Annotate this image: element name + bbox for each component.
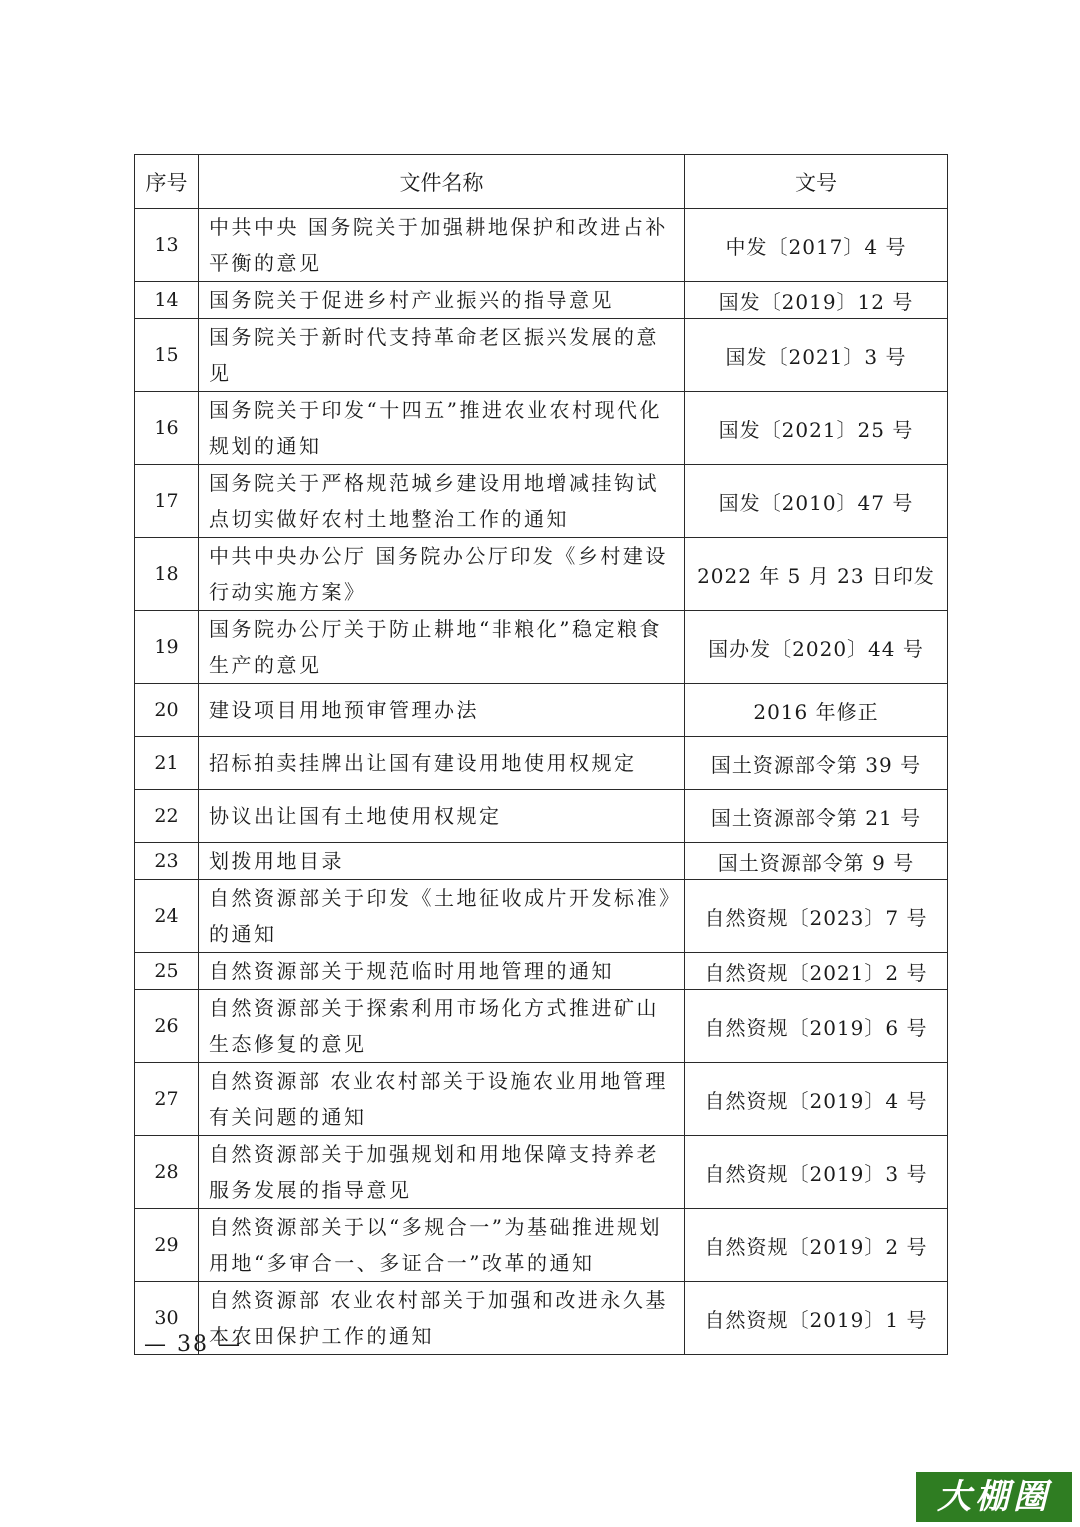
row-serial: 27 [135,1063,199,1136]
row-doc-number: 自然资规〔2019〕6 号 [685,990,948,1063]
header-doc-number: 文号 [685,155,948,209]
row-serial: 22 [135,790,199,843]
row-doc-number: 自然资规〔2019〕2 号 [685,1209,948,1282]
table-row [135,1209,948,1282]
table-row [135,990,948,1063]
row-serial: 29 [135,1209,199,1282]
table-row [135,880,948,953]
row-serial: 18 [135,538,199,611]
table-row [135,953,948,990]
table-row [135,684,948,737]
row-doc-number: 2016 年修正 [685,684,948,737]
row-title: 国务院关于促进乡村产业振兴的指导意见 [199,282,685,319]
row-doc-number: 国土资源部令第 39 号 [685,737,948,790]
row-title: 招标拍卖挂牌出让国有建设用地使用权规定 [199,737,685,790]
row-doc-number: 自然资规〔2023〕7 号 [685,880,948,953]
row-doc-number: 自然资规〔2021〕2 号 [685,953,948,990]
table-row [135,392,948,465]
row-serial: 14 [135,282,199,319]
table-body [135,209,948,1355]
row-serial: 26 [135,990,199,1063]
row-doc-number: 自然资规〔2019〕3 号 [685,1136,948,1209]
row-title: 国务院关于严格规范城乡建设用地增减挂钩试点切实做好农村土地整治工作的通知 [199,465,685,538]
row-doc-number: 中发〔2017〕4 号 [685,209,948,282]
row-title: 自然资源部 农业农村部关于加强和改进永久基本农田保护工作的通知 [199,1282,685,1355]
row-doc-number: 国发〔2021〕25 号 [685,392,948,465]
row-title: 自然资源部关于以“多规合一”为基础推进规划用地“多审合一、多证合一”改革的通知 [199,1209,685,1282]
row-serial: 13 [135,209,199,282]
row-doc-number: 国发〔2010〕47 号 [685,465,948,538]
row-serial: 17 [135,465,199,538]
row-serial: 28 [135,1136,199,1209]
row-title: 自然资源部关于探索利用市场化方式推进矿山生态修复的意见 [199,990,685,1063]
table-row [135,790,948,843]
row-serial: 19 [135,611,199,684]
row-title: 自然资源部 农业农村部关于设施农业用地管理有关问题的通知 [199,1063,685,1136]
row-serial: 25 [135,953,199,990]
page-number: — 38 — [144,1332,242,1357]
row-serial: 20 [135,684,199,737]
row-doc-number: 国土资源部令第 9 号 [685,843,948,880]
row-title: 国务院办公厅关于防止耕地“非粮化”稳定粮食生产的意见 [199,611,685,684]
table-row [135,843,948,880]
table-header-row [135,155,948,209]
row-title: 自然资源部关于加强规划和用地保障支持养老服务发展的指导意见 [199,1136,685,1209]
table-row [135,209,948,282]
row-serial: 30 [135,1282,199,1355]
row-title: 中共中央 国务院关于加强耕地保护和改进占补平衡的意见 [199,209,685,282]
row-serial: 23 [135,843,199,880]
row-doc-number: 国发〔2019〕12 号 [685,282,948,319]
row-serial: 24 [135,880,199,953]
table-row [135,1136,948,1209]
row-title: 建设项目用地预审管理办法 [199,684,685,737]
row-title: 国务院关于新时代支持革命老区振兴发展的意见 [199,319,685,392]
header-serial: 序号 [135,155,199,209]
watermark-logo: 大棚圈 [916,1472,1072,1522]
table-row [135,1063,948,1136]
table-row [135,737,948,790]
header-title: 文件名称 [199,155,685,209]
table-row [135,1282,948,1355]
row-doc-number: 自然资规〔2019〕1 号 [685,1282,948,1355]
row-serial: 21 [135,737,199,790]
table-row [135,319,948,392]
row-title: 国务院关于印发“十四五”推进农业农村现代化规划的通知 [199,392,685,465]
row-title: 自然资源部关于印发《土地征收成片开发标准》的通知 [199,880,685,953]
row-serial: 16 [135,392,199,465]
document-table [134,154,948,1355]
row-doc-number: 国土资源部令第 21 号 [685,790,948,843]
row-title: 协议出让国有土地使用权规定 [199,790,685,843]
row-title: 自然资源部关于规范临时用地管理的通知 [199,953,685,990]
row-doc-number: 国发〔2021〕3 号 [685,319,948,392]
table-row [135,282,948,319]
row-title: 中共中央办公厅 国务院办公厅印发《乡村建设行动实施方案》 [199,538,685,611]
table-row [135,611,948,684]
table-row [135,465,948,538]
row-doc-number: 2022 年 5 月 23 日印发 [685,538,948,611]
row-title: 划拨用地目录 [199,843,685,880]
row-doc-number: 国办发〔2020〕44 号 [685,611,948,684]
table-row [135,538,948,611]
row-serial: 15 [135,319,199,392]
row-doc-number: 自然资规〔2019〕4 号 [685,1063,948,1136]
